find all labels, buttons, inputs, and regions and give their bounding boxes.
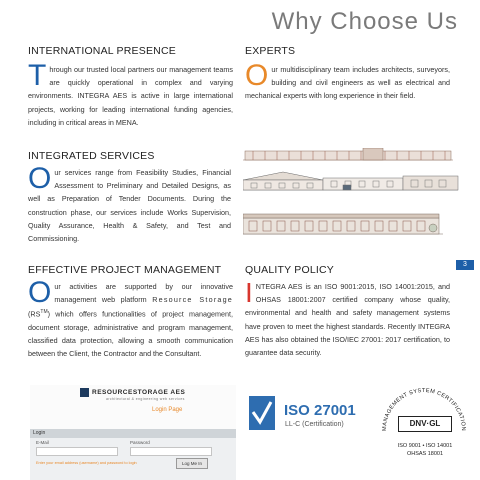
text-quality-policy: NTEGRA AES is an ISO 9001:2015, ISO 14001:2015, and OHSAS 18001:2007 certified company whose quality, environmental and health and safety management systems have proven to meet the highest standards. Recently INTEGRA AES has also obtained the ISO/IEC 27001: 2017 certification, to guarantee data security. [245, 282, 450, 358]
elevation-drawing-1 [243, 148, 453, 160]
resource-storage-logo: RESOURCESTORAGE AES [92, 389, 186, 396]
heading-international: INTERNATIONAL PRESENCE [28, 45, 176, 57]
heading-experts: EXPERTS [245, 45, 296, 57]
paragraph-international [28, 59, 233, 129]
dnv-line-2: OHSAS 18001 [406, 451, 444, 457]
heading-project-management: EFFECTIVE PROJECT MANAGEMENT [28, 264, 222, 276]
dropcap-i: I [245, 277, 253, 308]
heading-quality-policy: QUALITY POLICY [245, 264, 334, 276]
dropcap-o: O [245, 59, 269, 92]
text-project-management-c: ) which offers functionalities of project management, document storage, administrative and program management, classified data protection, allowing a smooth communication between the Client, the Contractor and the Consultant. [28, 309, 233, 359]
login-hint: Enter your email address (username) and password to login [36, 461, 137, 465]
text-project-management-b: (RS [28, 309, 41, 319]
resource-storage-logo-icon [80, 388, 89, 397]
heading-integrated: INTEGRATED SERVICES [28, 150, 155, 162]
log-me-in-button[interactable]: Log Me In [176, 458, 208, 469]
trademark: TM [40, 309, 48, 316]
dnv-certifications [376, 442, 474, 458]
dnv-gl-logo: DNV·GL [398, 416, 452, 432]
text-international: hrough our trusted local partners our management teams are quickly operational in complex and varying environments. INTEGRA AES is active in large international projects, working for leading international funding agencies, including in critical areas in MENA. [28, 65, 233, 127]
login-bar-label: Login [33, 430, 46, 436]
login-page-label: Login Page [152, 407, 183, 413]
paragraph-experts [245, 59, 450, 103]
text-experts: ur multidisciplinary team includes architects, surveyors, building and civil engineers as well as electrical and mechanical experts with long experience in their field. [245, 65, 450, 101]
paragraph-project-management [28, 276, 234, 361]
login-bar [30, 429, 236, 438]
email-field[interactable] [36, 447, 118, 456]
page-title: Why Choose Us [271, 8, 458, 35]
paragraph-integrated [28, 162, 231, 245]
dnv-line-1: ISO 9001 • ISO 14001 [397, 443, 453, 449]
dnv-arc-text: MANAGEMENT SYSTEM CERTIFICATION [381, 388, 467, 432]
brand-resource-storage: Resource Storage [152, 295, 234, 305]
dropcap-t: T [28, 59, 47, 92]
text-project-management-a: ur activities are supported by our innovative management web platform [54, 282, 233, 305]
text-integrated: ur services range from Feasibility Studies, Financial Assessment to Preliminary and Detailed Designs, as well as Preparation of Tender Documents. During the construction phase, our services include Works Supervision, Quality Assurance, Health & Safety, and Test and Commissioning. [28, 168, 231, 244]
dropcap-o: O [28, 276, 52, 309]
elevation-drawing-2 [243, 172, 458, 190]
password-label: Password [130, 440, 150, 445]
iso-27001-subtitle: LL-C (Certification) [285, 421, 344, 428]
iso-check-icon [249, 396, 275, 430]
dropcap-o: O [28, 162, 52, 195]
architectural-drawings [243, 148, 463, 243]
resource-storage-tagline: architectural & engineering web services [106, 397, 185, 401]
password-field[interactable] [130, 447, 212, 456]
paragraph-quality-policy [245, 277, 450, 359]
email-label: E-Mail [36, 440, 49, 445]
page-number: 3 [456, 260, 474, 270]
iso-27001-title: ISO 27001 [284, 402, 356, 419]
elevation-drawing-3 [243, 214, 443, 234]
